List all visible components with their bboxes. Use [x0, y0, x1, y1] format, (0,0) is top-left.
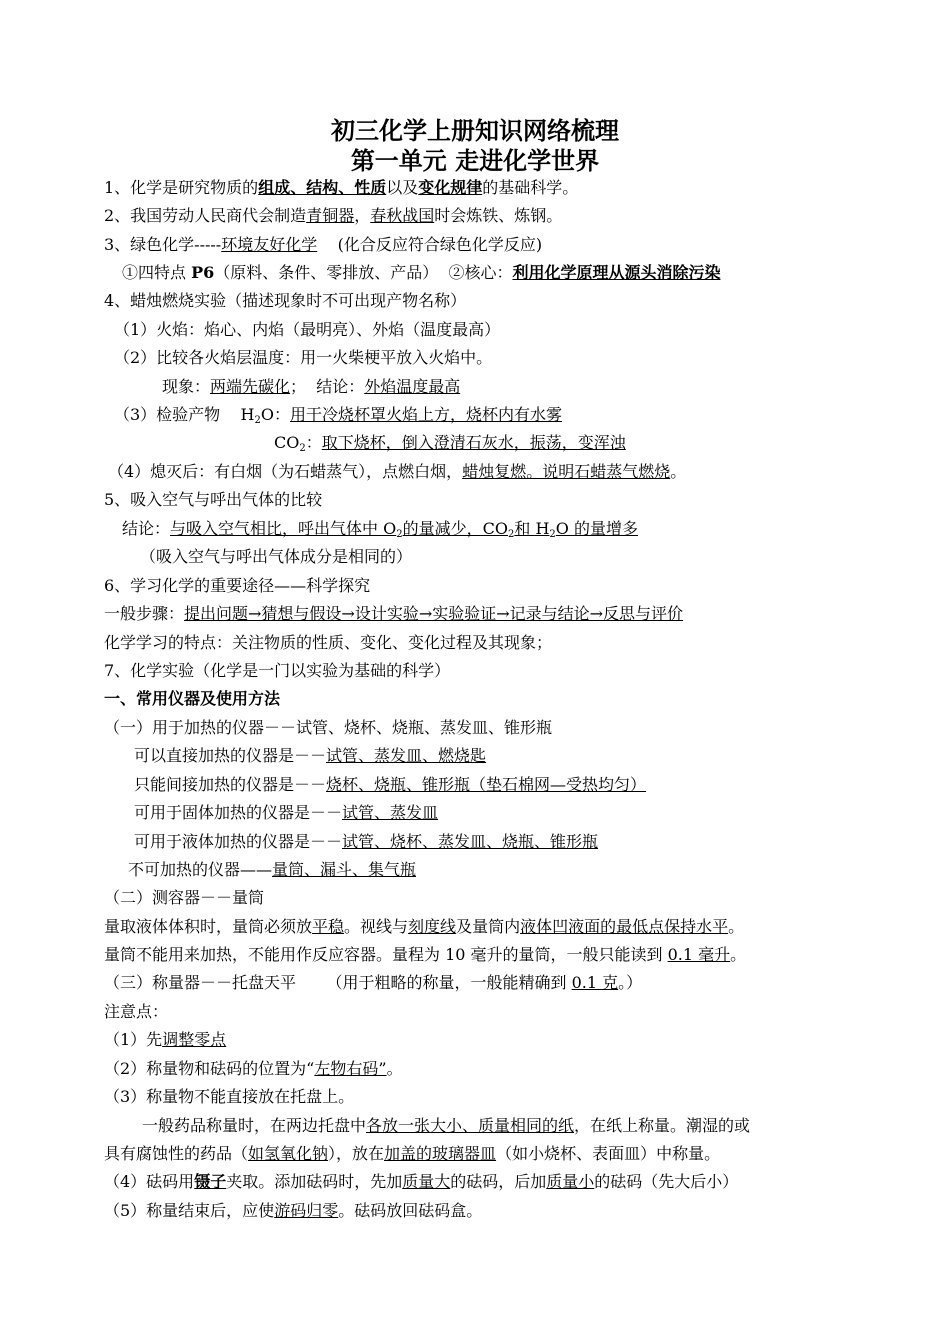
general-steps: 一般步骤：提出问题→猜想与假设→设计实验→实验验证→记录与结论→反思与评价 — [104, 604, 684, 623]
direct-heating: 可以直接加热的仪器是－－试管、蒸发皿、燃烧匙 — [134, 746, 487, 765]
item-2: 2、我国劳动人民商代会制造青铜器，春秋战国时会炼铁、炼钢。 — [104, 206, 563, 225]
breath-conclusion: 结论：与吸入空气相比，呼出气体中 $O_2$的量减少，$CO_2$和 $H_2O$ 的量增多 — [122, 519, 638, 540]
item-4: 4、蜡烛燃烧实验（描述现象时不可出现产物名称） — [104, 291, 467, 310]
note-5: （5）称量结束后，应使游码归零。砝码放回砝码盒。 — [104, 1201, 483, 1220]
item-6: 6、学习化学的重要途径——科学探究 — [104, 576, 371, 595]
solid-heating: 可用于固体加热的仪器是－－试管、蒸发皿 — [134, 803, 439, 822]
learning-features: 化学学习的特点：关注物质的性质、变化、变化过程及其现象； — [104, 633, 553, 652]
green-chemistry-points: ①四特点 P6（原料、条件、零排放、产品） ②核心：利用化学原理从源头消除污染 — [122, 263, 721, 282]
flame-description: （1）火焰：焰心、内焰（最明亮）、外焰（温度最高） — [114, 320, 501, 339]
item-3: 3、绿色化学-----环境友好化学 (化合反应符合绿色化学反应) — [104, 235, 543, 254]
cylinder-reading: 量取液体体积时，量筒必须放平稳。视线与刻度线及量筒内液体凹液面的最低点保持水平。 — [104, 917, 745, 936]
indirect-heating: 只能间接加热的仪器是－－烧杯、烧瓶、锥形瓶（垫石棉网—受热均匀） — [134, 775, 647, 794]
item-1: 1、化学是研究物质的组成、结构、性质以及变化规律的基础科学。 — [104, 178, 579, 197]
heating-instruments: （一）用于加热的仪器－－试管、烧杯、烧瓶、蒸发皿、锥形瓶 — [104, 718, 553, 737]
document-title: 初三化学上册知识网络梳理 — [331, 116, 619, 145]
liquid-heating: 可用于液体加热的仪器是－－试管、烧杯、蒸发皿、烧瓶、锥形瓶 — [134, 832, 599, 851]
flame-temperature: （2）比较各火焰层温度：用一火柴梗平放入火焰中。 — [114, 348, 493, 367]
notes-label: 注意点： — [104, 1002, 169, 1021]
cylinder-precision: 量筒不能用来加热，不能用作反应容器。量程为 10 毫升的量筒，一般只能读到 0.1 毫升。 — [104, 945, 747, 964]
breath-note: （吸入空气与呼出气体成分是相同的） — [140, 547, 413, 566]
note-3: （3）称量物不能直接放在托盘上。 — [104, 1087, 355, 1106]
weighing-paragraph-1: 一般药品称量时，在两边托盘中各放一张大小、质量相同的纸，在纸上称量。潮湿的或 — [142, 1116, 751, 1135]
note-2: （2）称量物和砝码的位置为“左物右码”。 — [104, 1059, 403, 1078]
item-5: 5、吸入空气与呼出气体的比较 — [104, 490, 323, 509]
section-heading-instruments: 一、常用仪器及使用方法 — [104, 689, 281, 708]
measuring-cylinder-heading: （二）测容器－－量筒 — [104, 888, 265, 907]
extinguish-observation: （4）熄灭后：有白烟（为石蜡蒸气），点燃白烟，蜡烛复燃。说明石蜡蒸气燃烧。 — [108, 462, 687, 481]
note-1: （1）先调整零点 — [104, 1030, 227, 1049]
product-test-water: （3）检验产物 $H_2O$：用干冷烧杯罩火焰上方，烧杯内有水雾 — [114, 405, 562, 426]
non-heatable: 不可加热的仪器——量筒、漏斗、集气瓶 — [128, 860, 417, 879]
item-7: 7、化学实验（化学是一门以实验为基础的科学） — [104, 661, 451, 680]
product-test-co2: $CO_2$：取下烧杯，倒入澄清石灰水，振荡，变浑浊 — [274, 433, 626, 454]
weighing-paragraph-2: 具有腐蚀性的药品（如氢氧化钠），放在加盖的玻璃器皿（如小烧杯、表面皿）中称量。 — [104, 1144, 721, 1163]
note-4: （4）砝码用镊子夹取。添加砝码时，先加质量大的砝码，后加质量小的砝码（先大后小） — [104, 1172, 739, 1191]
unit-title: 第一单元 走进化学世界 — [350, 146, 600, 175]
phenomenon-conclusion: 现象：两端先碳化； 结论：外焰温度最高 — [162, 377, 461, 396]
balance-heading: （三）称量器－－托盘天平 （用于粗略的称量，一般能精确到 0.1 克。） — [104, 973, 643, 992]
